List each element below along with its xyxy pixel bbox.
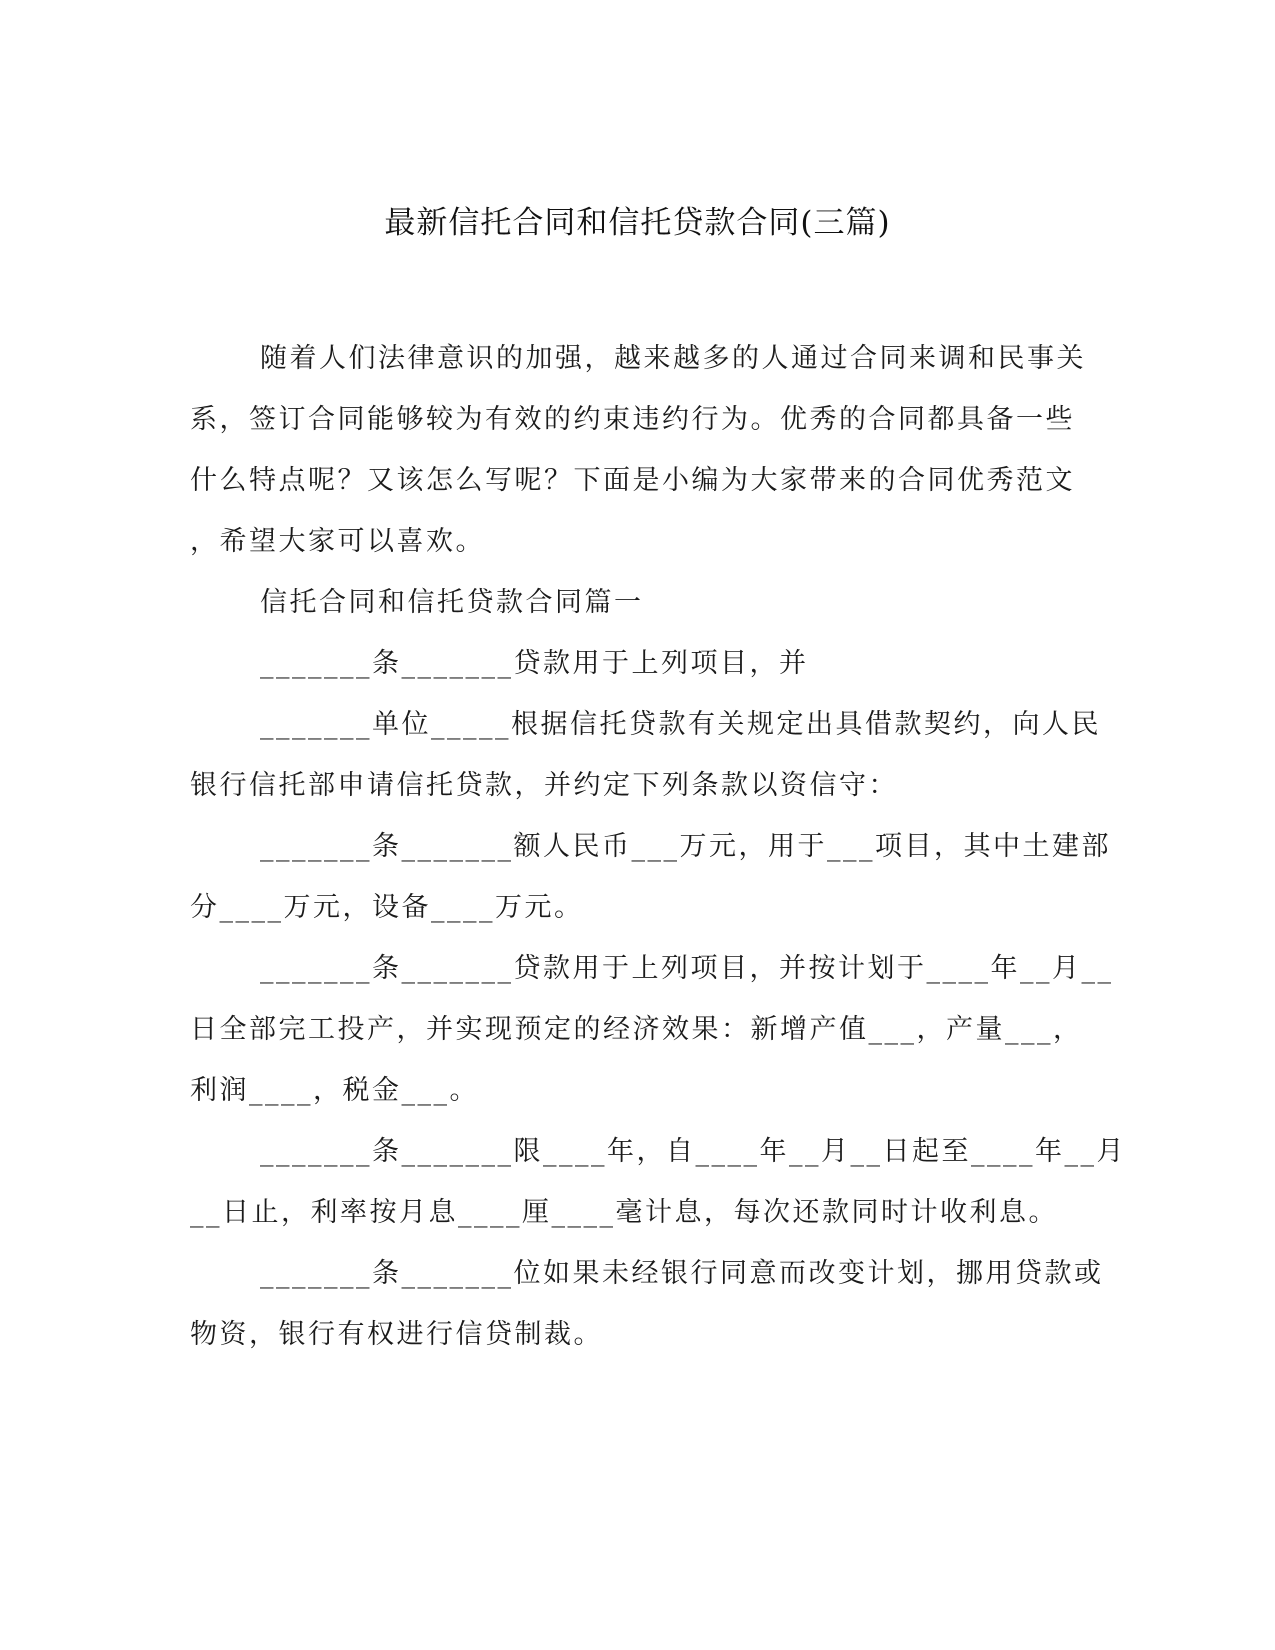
text-line: _______条_______位如果未经银行同意而改变计划，挪用贷款或 xyxy=(260,1258,1104,1289)
text-line: _______单位_____根据信托贷款有关规定出具借款契约，向人民 xyxy=(260,709,1101,740)
text-line: 银行信托部申请信托贷款，并约定下列条款以资信守： xyxy=(190,770,898,801)
section-heading: 信托合同和信托贷款合同篇一 xyxy=(260,587,644,618)
text-line: _______条_______额人民币___万元，用于___项目，其中土建部 xyxy=(260,831,1111,862)
document-body xyxy=(190,328,1126,1365)
text-line: ，希望大家可以喜欢。 xyxy=(190,526,485,557)
text-line: 随着人们法律意识的加强，越来越多的人通过合同来调和民事关 xyxy=(260,343,1086,374)
text-line: __日止，利率按月息____厘____毫计息，每次还款同时计收利息。 xyxy=(190,1197,1058,1228)
text-line: _______条_______贷款用于上列项目，并 xyxy=(260,648,809,679)
text-line: 物资，银行有权进行信贷制裁。 xyxy=(190,1319,603,1350)
text-line: 利润____，税金___。 xyxy=(190,1075,479,1106)
text-line: 分____万元，设备____万元。 xyxy=(190,892,584,923)
text-line: 系，签订合同能够较为有效的约束违约行为。优秀的合同都具备一些 xyxy=(190,404,1075,435)
text-line: _______条_______限____年，自____年__月__日起至____年__月 xyxy=(260,1136,1126,1167)
text-line: 什么特点呢？又该怎么写呢？下面是小编为大家带来的合同优秀范文 xyxy=(190,465,1075,496)
text-line: 日全部完工投产，并实现预定的经济效果：新增产值___，产量___， xyxy=(190,1014,1083,1045)
text-line: _______条_______贷款用于上列项目，并按计划于____年__月__ xyxy=(260,953,1114,984)
document-title: 最新信托合同和信托贷款合同(三篇) xyxy=(384,205,891,241)
